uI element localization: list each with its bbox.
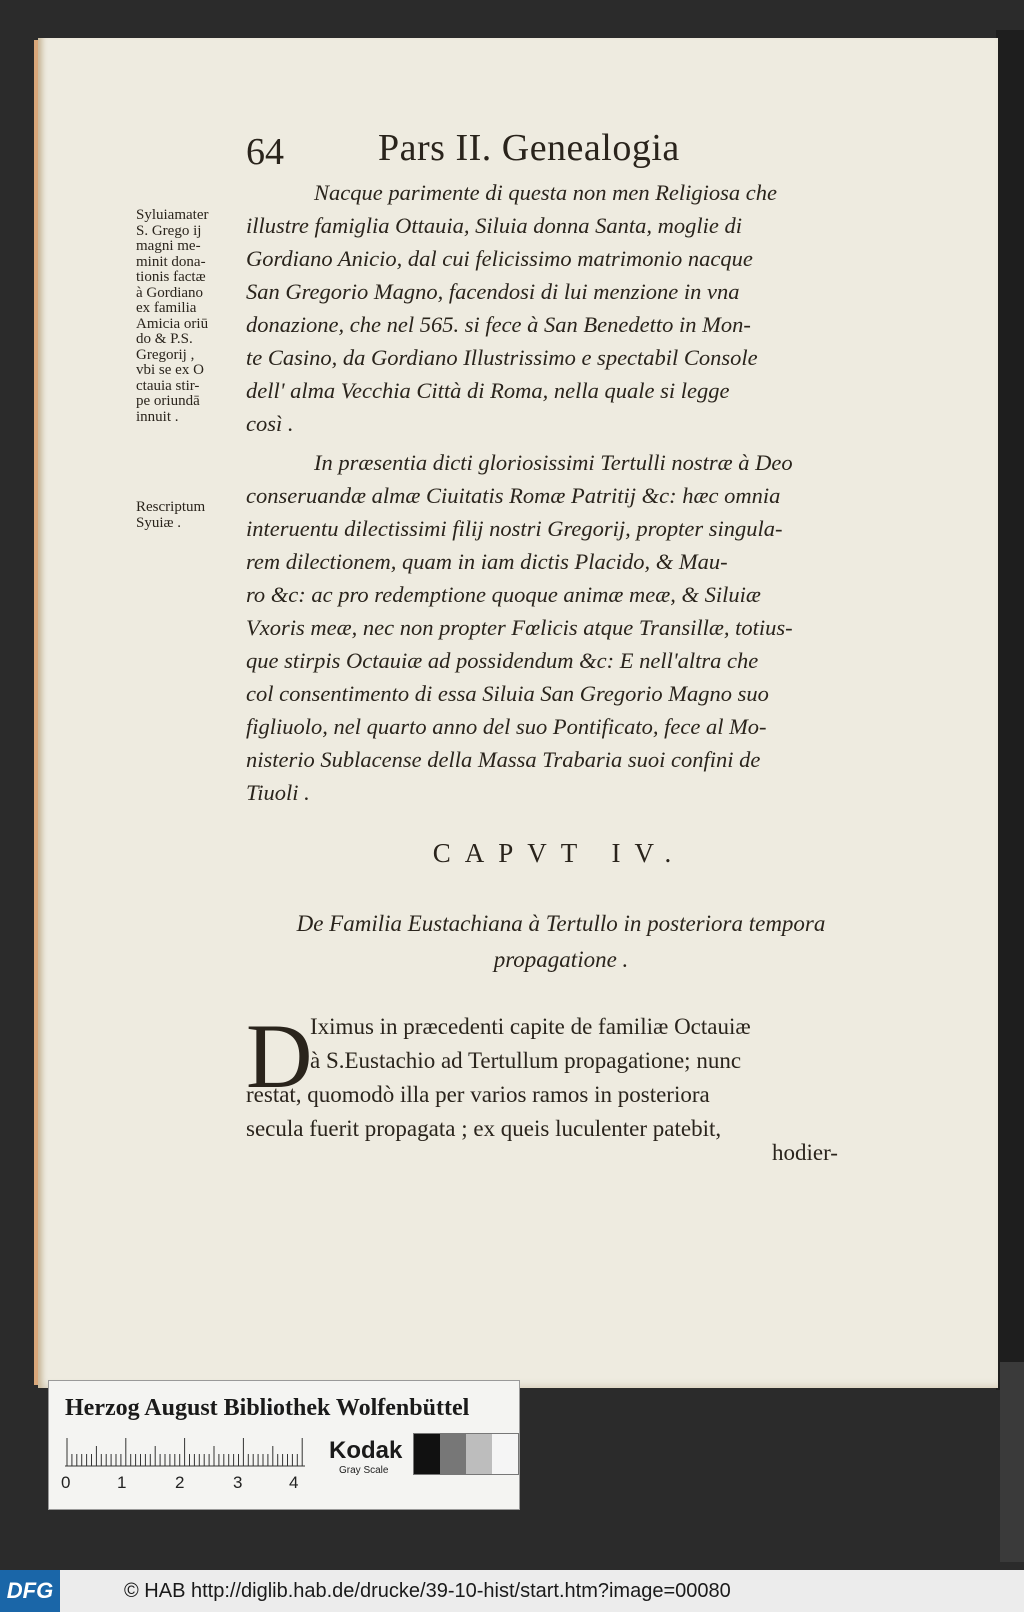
paragraph-italian <box>246 176 876 440</box>
ruler <box>65 1437 305 1467</box>
text-line: Iximus in præcedenti capite de familiæ Octauiæ <box>310 1014 751 1039</box>
footer-bar <box>0 1570 1024 1612</box>
ruler-number: 0 <box>61 1473 71 1492</box>
ruler-number: 1 <box>117 1473 127 1492</box>
text-line: col consentimento di essa Siluia San Gregorio Magno suo <box>246 681 769 706</box>
marginal-line: Rescriptum <box>136 499 206 515</box>
text-line: rem dilectionem, quam in iam dictis Placido, & Mau- <box>246 549 728 574</box>
marginal-line: ex familia <box>136 300 197 316</box>
gray-swatch <box>414 1434 440 1474</box>
text-line: illustre famiglia Ottauia, Siluia donna Santa, moglie di <box>246 213 743 238</box>
drop-cap: D <box>246 1005 313 1107</box>
paragraph-chapter-text <box>246 1005 876 1146</box>
gray-swatch <box>492 1434 518 1474</box>
library-name: Herzog August Bibliothek Wolfenbüttel <box>65 1395 470 1421</box>
marginal-line: S. Grego ij <box>136 222 202 239</box>
running-header: Pars II. Genealogia <box>378 127 680 169</box>
subtitle-line: propagatione . <box>493 947 629 972</box>
kodak-logo: Kodak <box>329 1437 403 1464</box>
marginal-line: magni me- <box>136 238 201 254</box>
marginal-line: vbi se ex O <box>136 362 204 378</box>
gray-scale-label: Gray Scale <box>339 1465 389 1476</box>
catchword: hodier- <box>772 1140 838 1165</box>
marginal-line: Syluiamater <box>136 207 209 223</box>
ruler-number: 2 <box>175 1473 185 1492</box>
scan-right-edge <box>996 30 1024 1390</box>
marginal-line: à Gordiano <box>136 284 204 301</box>
marginal-line: Gregorij , <box>136 346 195 363</box>
text-line: San Gregorio Magno, facendosi di lui menzione in vna <box>246 279 740 304</box>
text-line: ro &c: ac pro redemptione quoque animæ meæ, & Siluiæ <box>246 582 761 607</box>
dfg-logo: DFG <box>0 1570 60 1612</box>
credit-link[interactable]: © HAB http://diglib.hab.de/drucke/39-10-hist/start.htm?image=00080 <box>124 1580 731 1602</box>
text-line: donazione, che nel 565. si fece à San Benedetto in Mon- <box>246 312 751 337</box>
page-number: 64 <box>246 131 284 173</box>
marginal-line: minit dona- <box>136 253 206 270</box>
color-target-card <box>48 1380 520 1510</box>
marginal-note-2 <box>136 500 244 531</box>
text-line: Gordiano Anicio, dal cui felicissimo matrimonio nacque <box>246 246 753 271</box>
text-line: te Casino, da Gordiano Illustrissimo e spectabil Console <box>246 345 758 370</box>
text-line: interuentu dilectissimi filij nostri Gregorij, propter singula- <box>246 516 783 541</box>
text-line: figliuolo, nel quarto anno del suo Pontificato, fece al Mo- <box>246 714 767 739</box>
text-line: nisterio Sublacense della Massa Trabaria suoi confini de <box>246 747 761 772</box>
marginal-line: tionis factæ <box>136 269 206 285</box>
marginal-line: innuit . <box>136 408 179 425</box>
text-line: dell' alma Vecchia Città di Roma, nella quale si legge <box>246 378 730 403</box>
text-line: restat, quomodò illa per varios ramos in posteriora <box>246 1082 710 1107</box>
text-line: Tiuoli . <box>246 780 310 805</box>
marginal-line: ctauia stir- <box>136 377 200 394</box>
text-line: così . <box>246 411 294 436</box>
chapter-heading: CAPVT IV. <box>432 838 686 868</box>
chapter-subtitle <box>246 906 876 978</box>
marginal-line: pe oriundā <box>136 393 200 409</box>
text-line: à S.Eustachio ad Tertullum propagatione; nunc <box>310 1048 742 1073</box>
marginal-line: Syuiæ . <box>136 514 182 531</box>
text-line: Nacque parimente di questa non men Religiosa che <box>314 180 778 205</box>
text-line: secula fuerit propagata ; ex queis luculenter patebit, <box>246 1116 722 1141</box>
marginal-line: do & P.S. <box>136 331 193 347</box>
subtitle-line: De Familia Eustachiana à Tertullo in posteriora tempora <box>296 911 826 936</box>
text-line: In præsentia dicti gloriosissimi Tertulli nostræ à Deo <box>314 450 793 475</box>
gray-swatches <box>413 1433 519 1475</box>
text-line: conseruandæ almæ Ciuitatis Romæ Patritij &c: hæc omnia <box>246 483 781 508</box>
marginal-note-1 <box>136 208 244 425</box>
paragraph-latin-quote <box>246 446 876 809</box>
text-line: Vxoris meæ, nec non propter Fœlicis atque Transillæ, totius- <box>246 615 793 640</box>
ruler-number: 3 <box>233 1473 243 1492</box>
scan-right-strip <box>1000 1362 1024 1562</box>
marginal-line: Amicia oriū <box>136 315 209 332</box>
text-line: que stirpis Octauiæ ad possidendum &c: E nell'altra che <box>246 648 759 673</box>
gray-swatch <box>466 1434 492 1474</box>
ruler-number: 4 <box>289 1473 299 1492</box>
gray-swatch <box>440 1434 466 1474</box>
